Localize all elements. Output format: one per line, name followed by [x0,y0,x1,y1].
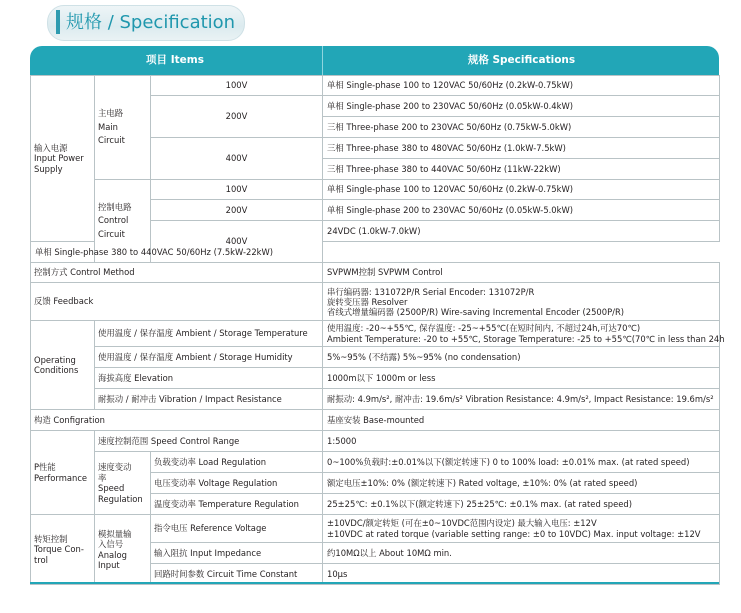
operating-label: Operating Conditions [31,321,95,410]
configuration-label: 构造 Configration [31,410,323,431]
table-header [30,46,719,75]
main-100v-spec: 单相 Single-phase 100 to 120VAC 50/60Hz (0.2kW-0.75kW) [323,76,720,96]
voltage-regulation-value: 额定电压±10%: 0% (额定转速下) Rated voltage, ±10%: 0% (at rated speed) [323,473,720,494]
feedback-label: 反馈 Feedback [31,283,323,321]
header-specifications: 规格 Specifications [322,46,720,75]
table-row [31,347,720,368]
control-400v: 400V [151,221,323,263]
table-row [31,283,720,321]
input-impedance-label: 输入阻抗 Input Impedance [151,543,323,564]
control-method-label: 控制方式 Control Method [31,263,323,283]
temperature-regulation-label: 温度变动率 Temperature Regulation [151,494,323,515]
vibration-value: 耐振动: 4.9m/s², 耐冲击: 19.6m/s² Vibration Resistance: 4.9m/s², Impact Resistance: 19.6m/s² [323,389,720,410]
circuit-time-value: 10μs [323,564,720,585]
elevation-label: 海拔高度 Elevation [95,368,323,389]
control-100v-spec: 单相 Single-phase 100 to 120VAC 50/60Hz (0.2kW-0.75kW) [323,180,720,200]
main-100v: 100V [151,76,323,96]
reference-voltage-label: 指令电压 Reference Voltage [151,515,323,543]
circuit-time-label: 回路时间参数 Circuit Time Constant [151,564,323,585]
section-title-accent [56,10,60,34]
control-method-value: SVPWM控制 SVPWM Control [323,263,720,283]
control-400v-spec-1: 24VDC (1.0kW-7.0kW) [323,221,720,242]
configuration-value: 基座安装 Base-mounted [323,410,720,431]
voltage-regulation-label: 电压变动率 Voltage Regulation [151,473,323,494]
control-200v-spec: 单相 Single-phase 200 to 230VAC 50/60Hz (0.05kW-5.0kW) [323,200,720,221]
feedback-line-3: 省线式增量编码器 (2500P/R) Wire-saving Incremental Encoder (2500P/R) [327,306,625,317]
feedback-line-1: 串行编码器: 131072P/R Serial Encoder: 131072P/R [327,286,535,297]
temperature-regulation-value: 25±25℃: ±0.1%以下(额定转速下) 25±25℃: ±0.1% max. (at rated speed) [323,494,720,515]
table-row [31,263,720,283]
temperature-line-1: 使用温度: -20~+55℃, 保存温度: -25~+55℃(在短时间内, 不超过24h,可达70℃) [327,322,641,333]
main-200v-spec-2: 三相 Three-phase 200 to 230VAC 50/60Hz (0.75kW-5.0kW) [323,117,720,138]
control-200v: 200V [151,200,323,221]
table-bottom-rule [30,582,719,584]
table-row [31,389,720,410]
section-title: 规格 / Specification [66,12,236,33]
speed-range-value: 1:5000 [323,431,720,452]
speed-range-label: 速度控制范围 Speed Control Range [95,431,323,452]
performance-label: P性能 Performance [31,431,95,515]
torque-control-label: 转矩控制 Torque Con- trol [31,515,95,585]
humidity-value: 5%~95% (不结露) 5%~95% (no condensation) [323,347,720,368]
table-row [31,515,720,543]
humidity-label: 使用温度 / 保存温度 Ambient / Storage Humidity [95,347,323,368]
main-400v: 400V [151,138,323,180]
control-circuit-label: 控制电路 Control Circuit [95,180,151,263]
table-row [31,180,720,200]
elevation-value: 1000m以下 1000m or less [323,368,720,389]
reference-voltage-line-1: ±10VDC/额定转矩 (可在±0~10VDC范围内设定) 最大输入电压: ±12V [327,517,597,528]
main-400v-spec-2: 三相 Three-phase 380 to 440VAC 50/60Hz (11kW-22kW) [323,159,720,180]
vibration-label: 耐振动 / 耐冲击 Vibration / Impact Resistance [95,389,323,410]
reference-voltage-line-2: ±10VDC at rated torque (variable setting range: ±0 to 10VDC) Max. input voltage: ±12V [327,528,701,539]
main-200v: 200V [151,96,323,138]
temperature-line-2: Ambient Temperature: -20 to +55℃, Storage Temperature: -25 to +55℃(70℃ in less than 24h [327,333,725,344]
load-regulation-label: 负载变动率 Load Regulation [151,452,323,473]
input-impedance-value: 约10MΩ以上 About 10MΩ min. [323,543,720,564]
load-regulation-value: 0~100%负载时:±0.01%以下(额定转速下) 0 to 100% load: ±0.01% max. (at rated speed) [323,452,720,473]
analog-input-label: 模拟量输 入信号 Analog Input [95,515,151,585]
table-row [31,410,720,431]
feedback-line-2: 旋转变压器 Resolver [327,296,408,307]
table-row [31,452,720,473]
table-row [31,76,720,96]
main-circuit-label: 主电路 Main Circuit [95,76,151,180]
table-row [31,431,720,452]
main-200v-spec-1: 单相 Single-phase 200 to 230VAC 50/60Hz (0.05kW-0.4kW) [323,96,720,117]
header-items: 项目 Items [146,54,204,66]
table-row [31,321,720,347]
input-power-label: 输入电源 Input Power Supply [31,76,95,242]
main-400v-spec-1: 三相 Three-phase 380 to 480VAC 50/60Hz (1.0kW-7.5kW) [323,138,720,159]
control-400v-spec-2: 单相 Single-phase 380 to 440VAC 50/60Hz (7.5kW-22kW) [31,242,95,263]
table-row [31,368,720,389]
spec-table [30,75,725,585]
temperature-label: 使用温度 / 保存温度 Ambient / Storage Temperature [95,321,323,347]
control-100v: 100V [151,180,323,200]
speed-regulation-label: 速度变动 率 Speed Regulation [95,452,151,515]
